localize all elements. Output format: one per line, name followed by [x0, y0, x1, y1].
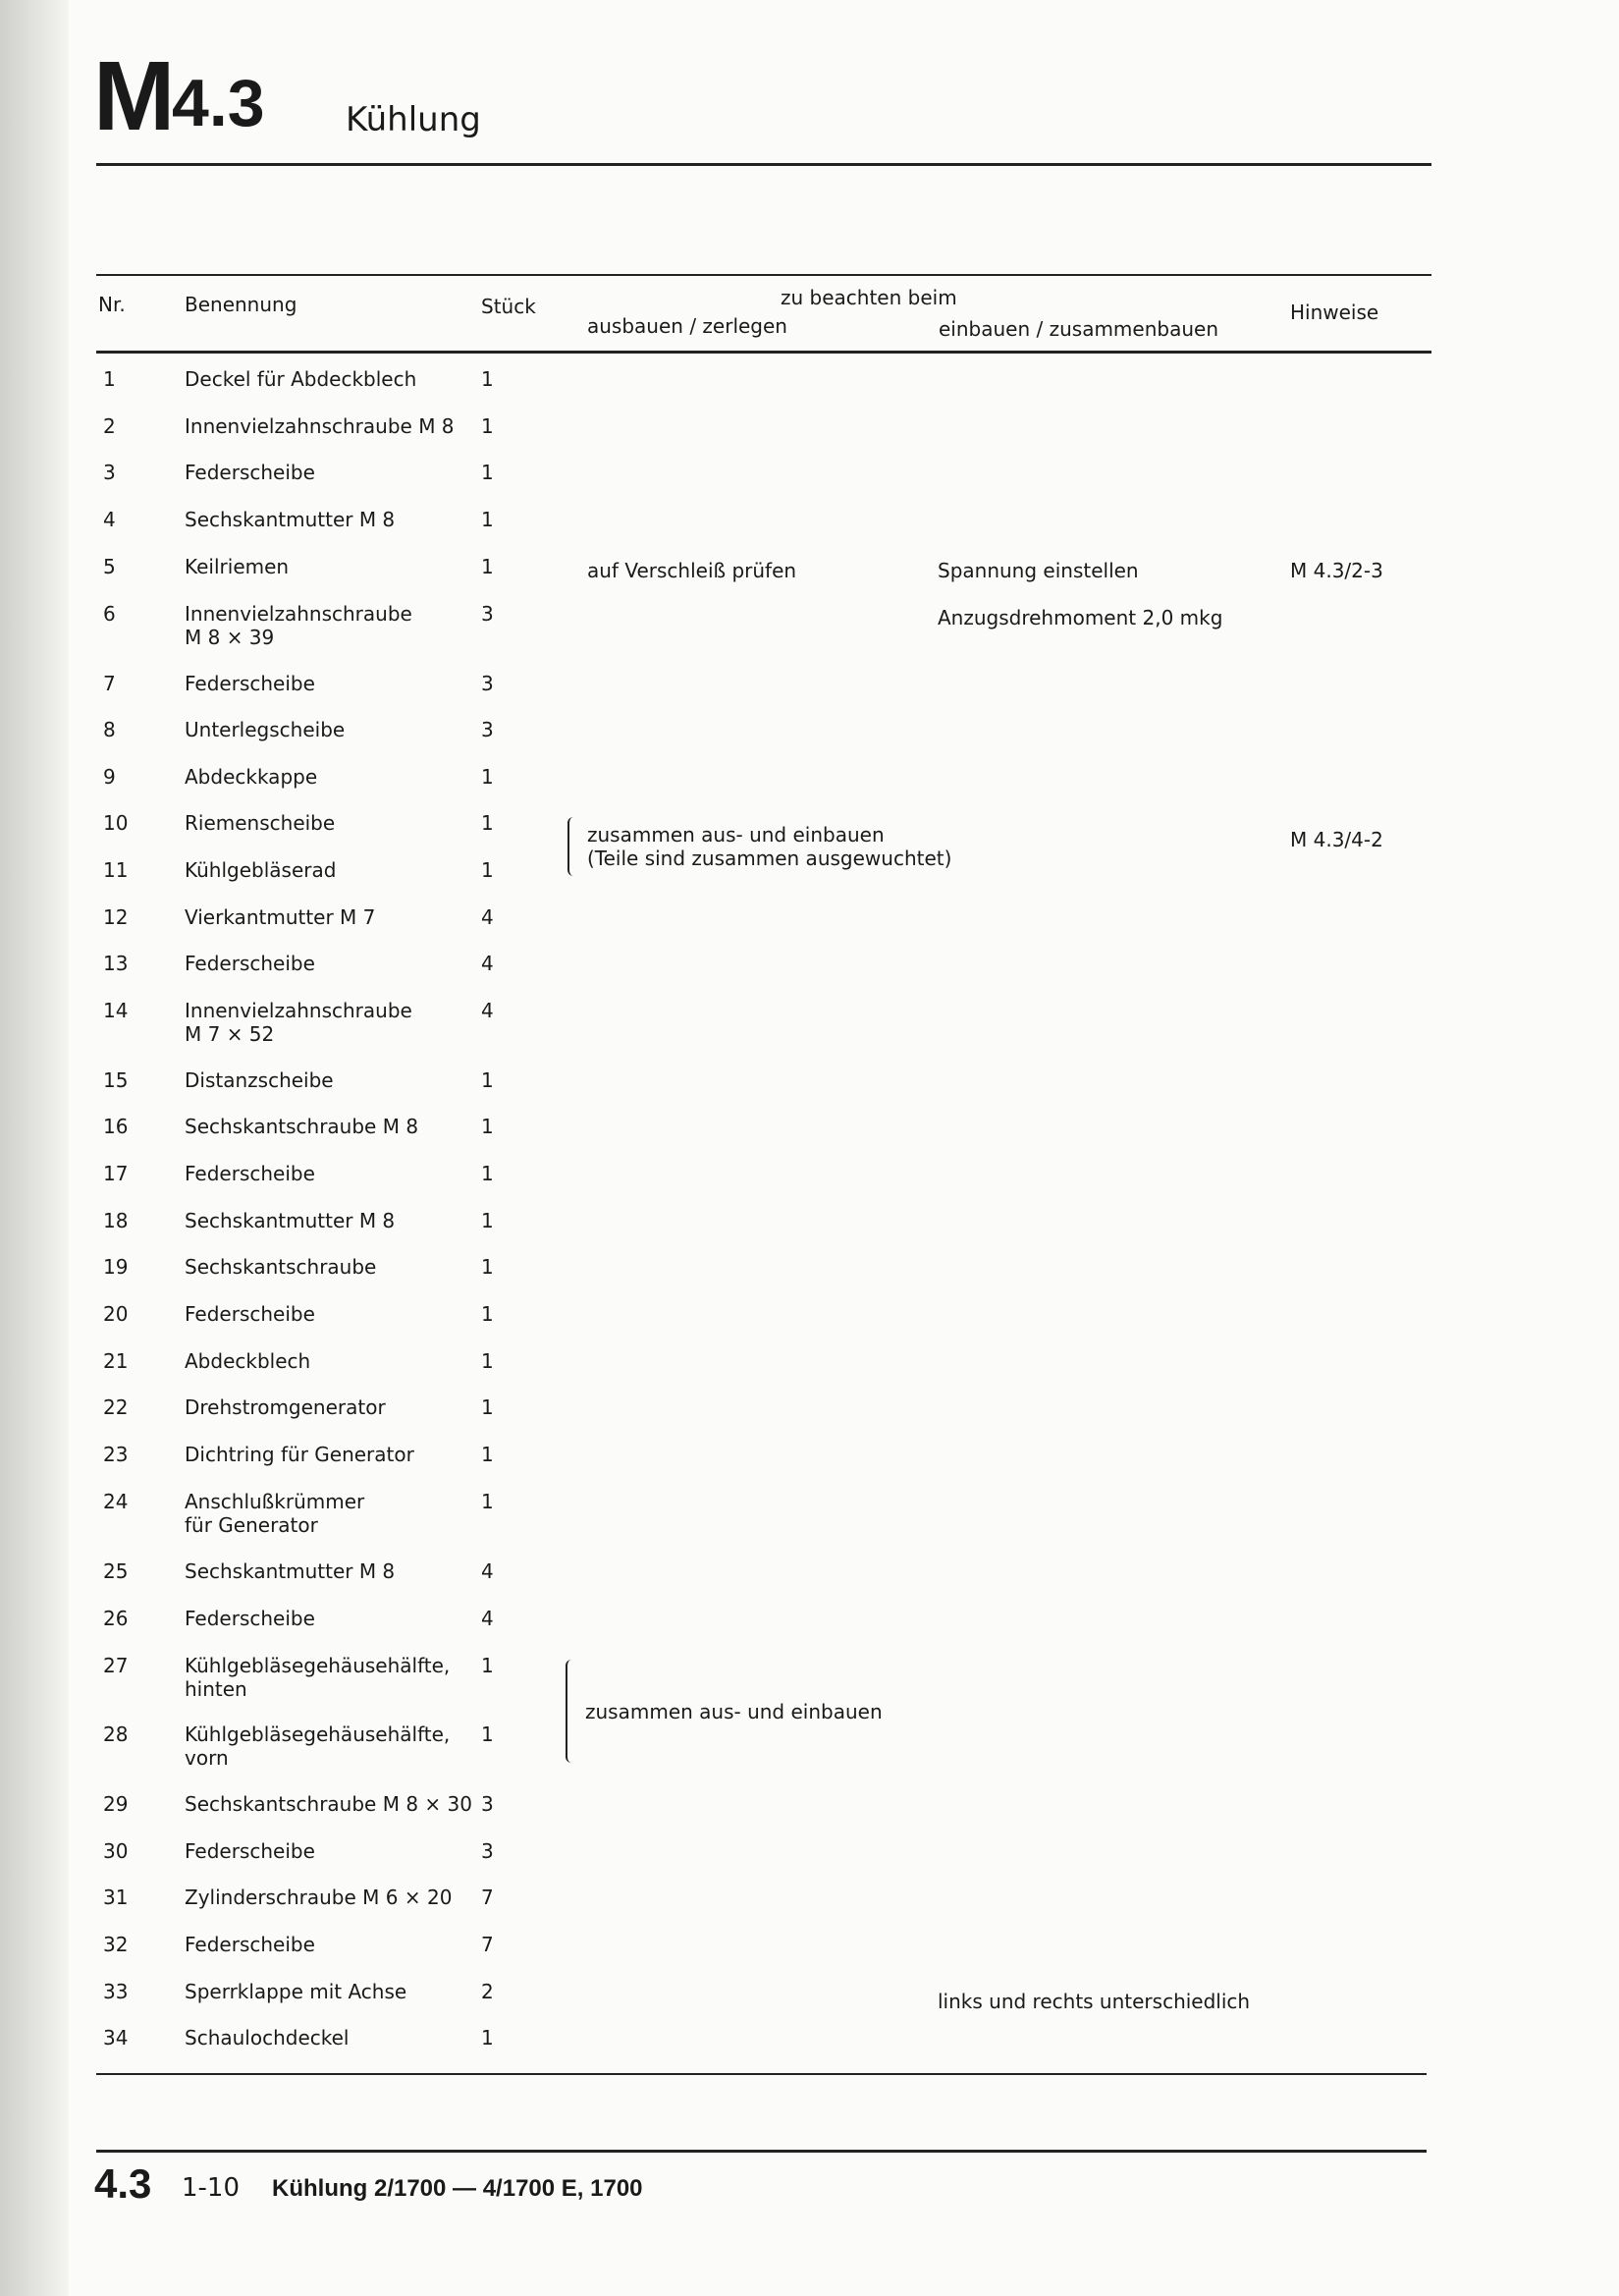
- row-qty: 1: [481, 1395, 494, 1419]
- row-remove-note: auf Verschleiß prüfen: [587, 559, 797, 582]
- row-name: Federscheibe: [185, 952, 315, 975]
- header-qty: Stück: [481, 295, 536, 318]
- row-qty: 1: [481, 1443, 494, 1466]
- row-install-note: Spannung einstellen: [938, 559, 1139, 582]
- row-name: Abdeckkappe: [185, 765, 318, 789]
- group-note-line1: zusammen aus- und einbauen: [585, 1700, 883, 1723]
- section-letter: M: [93, 41, 172, 151]
- row-qty: 3: [481, 672, 494, 695]
- row-qty: 2: [481, 1980, 494, 2003]
- row-name: Sechskantmutter M 8: [185, 1209, 396, 1232]
- row-reference: M 4.3/2-3: [1290, 559, 1383, 582]
- row-name-cont: vorn: [185, 1746, 229, 1770]
- row-qty: 1: [481, 811, 494, 835]
- row-name: Federscheibe: [185, 1839, 315, 1863]
- row-nr: 31: [103, 1886, 129, 1909]
- row-qty: 4: [481, 952, 494, 975]
- row-qty: 1: [481, 1115, 494, 1138]
- table-top-rule: [96, 274, 1431, 276]
- row-qty: 1: [481, 508, 494, 531]
- row-name: Deckel für Abdeckblech: [185, 367, 417, 391]
- row-nr: 26: [103, 1607, 129, 1630]
- row-qty: 1: [481, 1654, 494, 1677]
- row-name-cont: hinten: [185, 1677, 247, 1701]
- table-bottom-rule: [96, 2073, 1427, 2075]
- row-qty: 4: [481, 1607, 494, 1630]
- row-nr: 12: [103, 905, 129, 929]
- row-name: Federscheibe: [185, 1607, 315, 1630]
- row-nr: 13: [103, 952, 129, 975]
- row-nr: 28: [103, 1722, 129, 1746]
- row-nr: 17: [103, 1162, 129, 1185]
- row-name: Unterlegscheibe: [185, 718, 346, 741]
- row-nr: 25: [103, 1559, 129, 1583]
- title-rule: [96, 163, 1431, 166]
- row-name: Federscheibe: [185, 1933, 315, 1956]
- group-note-line1: zusammen aus- und einbauen: [587, 823, 885, 847]
- footer-rule: [96, 2150, 1427, 2153]
- row-nr: 1: [103, 367, 116, 391]
- row-nr: 9: [103, 765, 116, 789]
- row-nr: 18: [103, 1209, 129, 1232]
- row-qty: 7: [481, 1933, 494, 1956]
- row-qty: 4: [481, 1559, 494, 1583]
- header-name: Benennung: [185, 293, 297, 316]
- row-qty: 1: [481, 1162, 494, 1185]
- header-notes: Hinweise: [1290, 301, 1379, 324]
- row-nr: 20: [103, 1302, 129, 1326]
- row-qty: 1: [481, 555, 494, 578]
- row-qty: 1: [481, 461, 494, 484]
- row-nr: 4: [103, 508, 116, 531]
- row-nr: 7: [103, 672, 116, 695]
- row-nr: 27: [103, 1654, 129, 1677]
- row-qty: 7: [481, 1886, 494, 1909]
- row-name: Dichtring für Generator: [185, 1443, 414, 1466]
- row-qty: 1: [481, 1209, 494, 1232]
- row-name: Sechskantschraube M 8 × 30: [185, 1792, 472, 1816]
- row-name: Keilriemen: [185, 555, 290, 578]
- group-note-line2: (Teile sind zusammen ausgewuchtet): [587, 847, 952, 870]
- group-brace: [566, 1660, 573, 1763]
- row-qty: 4: [481, 999, 494, 1022]
- row-nr: 3: [103, 461, 116, 484]
- footer-section: 4.3: [94, 2160, 152, 2207]
- row-qty: 1: [481, 2026, 494, 2050]
- row-nr: 8: [103, 718, 116, 741]
- row-nr: 15: [103, 1068, 129, 1092]
- row-name: Sechskantmutter M 8: [185, 1559, 396, 1583]
- row-name: Federscheibe: [185, 1302, 315, 1326]
- row-qty: 3: [481, 1792, 494, 1816]
- row-nr: 32: [103, 1933, 129, 1956]
- row-name: Distanzscheibe: [185, 1068, 334, 1092]
- row-nr: 33: [103, 1980, 129, 2003]
- row-qty: 3: [481, 1839, 494, 1863]
- row-qty: 1: [481, 414, 494, 438]
- footer-page: 1-10: [182, 2173, 241, 2203]
- row-nr: 24: [103, 1490, 129, 1513]
- row-qty: 1: [481, 1490, 494, 1513]
- row-name: Abdeckblech: [185, 1349, 311, 1373]
- row-name: Sperrklappe mit Achse: [185, 1980, 407, 2003]
- row-name: Anschlußkrümmer: [185, 1490, 365, 1513]
- footer-title: Kühlung 2/1700 — 4/1700 E, 1700: [272, 2175, 643, 2202]
- row-name: Kühlgebläsegehäusehälfte,: [185, 1722, 451, 1746]
- row-nr: 14: [103, 999, 129, 1022]
- row-qty: 1: [481, 1349, 494, 1373]
- row-name: Sechskantschraube: [185, 1255, 377, 1279]
- row-name: Zylinderschraube M 6 × 20: [185, 1886, 453, 1909]
- row-qty: 1: [481, 1255, 494, 1279]
- row-name: Innenvielzahnschraube: [185, 999, 412, 1022]
- row-qty: 1: [481, 765, 494, 789]
- row-name: Federscheibe: [185, 1162, 315, 1185]
- header-nr: Nr.: [98, 293, 126, 316]
- row-nr: 30: [103, 1839, 129, 1863]
- row-install-note: links und rechts unterschiedlich: [938, 1990, 1251, 2013]
- header-rule: [96, 351, 1431, 354]
- row-qty: 1: [481, 1068, 494, 1092]
- group-brace: [567, 817, 575, 876]
- row-name: Sechskantschraube M 8: [185, 1115, 419, 1138]
- row-name: Kühlgebläserad: [185, 858, 337, 882]
- row-name: Federscheibe: [185, 461, 315, 484]
- row-qty: 1: [481, 1722, 494, 1746]
- row-name: Kühlgebläsegehäusehälfte,: [185, 1654, 451, 1677]
- row-nr: 21: [103, 1349, 129, 1373]
- row-nr: 22: [103, 1395, 129, 1419]
- row-qty: 1: [481, 858, 494, 882]
- row-name: Federscheibe: [185, 672, 315, 695]
- header-remove: ausbauen / zerlegen: [587, 314, 787, 338]
- page-title: Kühlung: [346, 100, 481, 139]
- row-nr: 34: [103, 2026, 129, 2050]
- row-nr: 5: [103, 555, 116, 578]
- row-qty: 4: [481, 905, 494, 929]
- row-name: Innenvielzahnschraube M 8: [185, 414, 455, 438]
- row-name: Riemenscheibe: [185, 811, 336, 835]
- row-nr: 29: [103, 1792, 129, 1816]
- row-install-note: Anzugsdrehmoment 2,0 mkg: [938, 606, 1223, 629]
- section-number: 4.3: [172, 66, 265, 140]
- scan-edge: [0, 0, 69, 2296]
- header-group: zu beachten beim: [781, 286, 957, 309]
- row-name-cont: M 8 × 39: [185, 626, 275, 649]
- row-nr: 19: [103, 1255, 129, 1279]
- row-name-cont: M 7 × 52: [185, 1022, 275, 1046]
- row-nr: 16: [103, 1115, 129, 1138]
- row-nr: 23: [103, 1443, 129, 1466]
- row-name: Drehstromgenerator: [185, 1395, 386, 1419]
- group-note-ref: M 4.3/4-2: [1290, 828, 1383, 851]
- row-name: Schaulochdeckel: [185, 2026, 350, 2050]
- row-nr: 10: [103, 811, 129, 835]
- row-nr: 2: [103, 414, 116, 438]
- row-qty: 1: [481, 367, 494, 391]
- row-qty: 3: [481, 718, 494, 741]
- row-qty: 3: [481, 602, 494, 626]
- row-name-cont: für Generator: [185, 1513, 318, 1537]
- row-name: Vierkantmutter M 7: [185, 905, 376, 929]
- row-name: Sechskantmutter M 8: [185, 508, 396, 531]
- row-name: Innenvielzahnschraube: [185, 602, 412, 626]
- row-nr: 6: [103, 602, 116, 626]
- header-install: einbauen / zusammenbauen: [939, 317, 1218, 341]
- row-nr: 11: [103, 858, 129, 882]
- row-qty: 1: [481, 1302, 494, 1326]
